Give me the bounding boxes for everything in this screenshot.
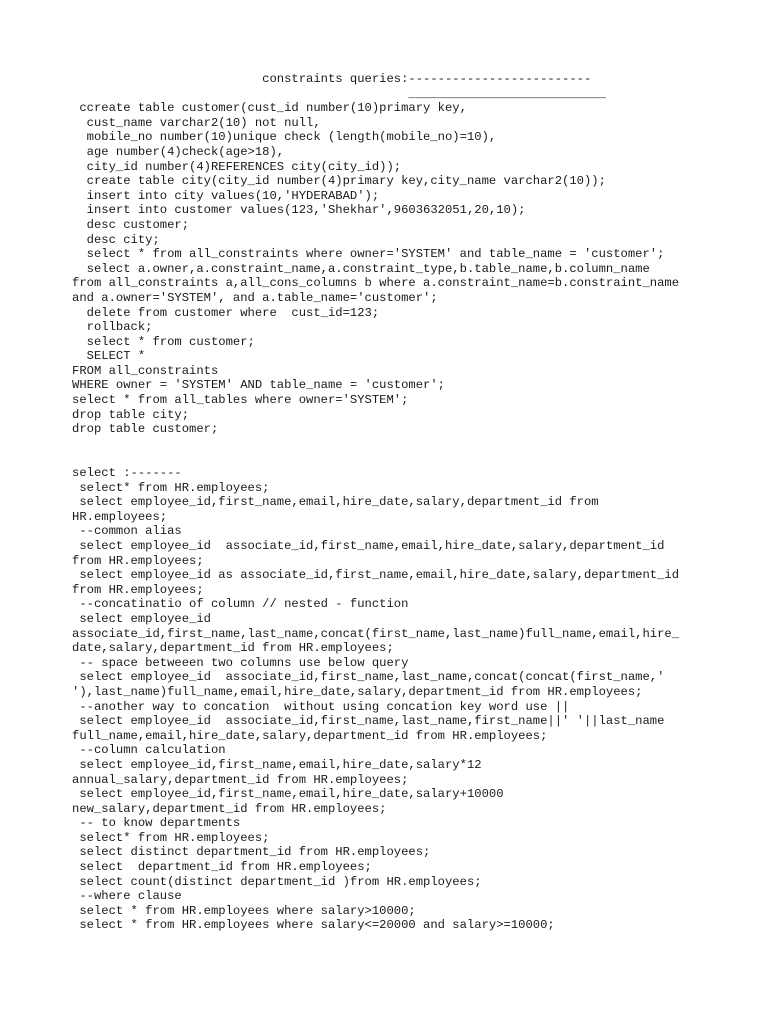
code-line: -- to know departments xyxy=(72,816,241,831)
code-line: select employee_id associate_id,first_name,email,hire_date,salary,department_id xyxy=(72,539,665,553)
code-line: --concatinatio of column // nested - function xyxy=(72,597,409,612)
code-line xyxy=(72,437,712,452)
code-line: select count(distinct department_id )from HR.employees; xyxy=(72,874,482,889)
code-line: from HR.employees; xyxy=(72,582,204,597)
code-line: from all_constraints a,all_cons_columns b where a.constraint_name=b.constraint_name xyxy=(72,276,680,291)
code-line: full_name,email,hire_date,salary,department_id from HR.employees; xyxy=(72,728,548,743)
code-line: desc customer; xyxy=(72,217,190,232)
code-line: ___________________________ xyxy=(72,86,606,101)
code-line: drop table customer; xyxy=(72,422,219,437)
code-line: desc city; xyxy=(72,232,160,247)
code-line: city_id number(4)REFERENCES city(city_id)); xyxy=(72,159,402,174)
code-line: select * from all_constraints where owner='SYSTEM' and table_name = 'customer'; xyxy=(72,247,665,262)
code-line: select employee_id,first_name,email,hire_date,salary,department_id from xyxy=(72,495,599,510)
code-line: select employee_id xyxy=(72,611,211,626)
code-line: and a.owner='SYSTEM', and a.table_name='customer'; xyxy=(72,290,438,305)
code-line: new_salary,department_id from HR.employees; xyxy=(72,801,387,816)
code-line: select * from customer; xyxy=(72,334,255,349)
code-line: --where clause xyxy=(72,889,182,904)
code-line: annual_salary,department_id from HR.employees; xyxy=(72,772,409,787)
code-line: --column calculation xyxy=(72,743,226,758)
code-line: HR.employees; xyxy=(72,509,168,524)
code-line: constraints queries:------------------------- xyxy=(72,72,592,86)
code-line: select* from HR.employees; xyxy=(72,830,270,845)
code-line: SELECT * xyxy=(72,349,146,364)
code-line: drop table city; xyxy=(72,407,190,422)
code-line: from HR.employees; xyxy=(72,553,204,568)
code-line: cust_name varchar2(10) not null, xyxy=(72,115,321,130)
code-line: select* from HR.employees; xyxy=(72,480,270,495)
code-line: select employee_id,first_name,email,hire_date,salary*12 xyxy=(72,757,482,772)
code-line xyxy=(72,451,712,466)
code-line: create table city(city_id number(4)primary key,city_name varchar2(10)); xyxy=(72,174,606,189)
code-line: rollback; xyxy=(72,320,153,335)
code-line: select * from HR.employees where salary>10000; xyxy=(72,903,416,918)
code-line: select distinct department_id from HR.employees; xyxy=(72,845,431,860)
code-line: date,salary,department_id from HR.employees; xyxy=(72,641,394,656)
code-line: -- space betweeen two columns use below query xyxy=(72,655,409,670)
code-line: insert into city values(10,'HYDERABAD'); xyxy=(72,188,380,203)
document-page xyxy=(72,72,712,933)
code-line: associate_id,first_name,last_name,concat(first_name,last_name)full_name,email,hire_ xyxy=(72,626,680,641)
code-line: select employee_id associate_id,first_name,last_name,concat(concat(first_name,' xyxy=(72,670,665,685)
code-line: select employee_id as associate_id,first_name,email,hire_date,salary,department_id xyxy=(72,568,680,583)
code-line: select a.owner,a.constraint_name,a.constraint_type,b.table_name,b.column_name xyxy=(72,261,650,276)
code-line: ccreate table customer(cust_id number(10)primary key, xyxy=(72,101,467,116)
code-line: age number(4)check(age>18), xyxy=(72,144,285,159)
code-line: insert into customer values(123,'Shekhar',9603632051,20,10); xyxy=(72,203,526,218)
code-line: delete from customer where cust_id=123; xyxy=(72,305,380,320)
code-line: select * from all_tables where owner='SYSTEM'; xyxy=(72,393,409,408)
code-line: FROM all_constraints xyxy=(72,363,219,378)
code-line: select employee_id associate_id,first_name,last_name,first_name||' '||last_name xyxy=(72,714,665,729)
code-line: '),last_name)full_name,email,hire_date,salary,department_id from HR.employees; xyxy=(72,684,643,699)
code-line: mobile_no number(10)unique check (length(mobile_no)=10), xyxy=(72,130,497,145)
code-line: --another way to concation without using concation key word use || xyxy=(72,699,570,714)
code-line: --common alias xyxy=(72,524,182,539)
code-line: WHERE owner = 'SYSTEM' AND table_name = 'customer'; xyxy=(72,378,445,393)
code-line: select * from HR.employees where salary<=20000 and salary>=10000; xyxy=(72,918,555,933)
code-line: select department_id from HR.employees; xyxy=(72,860,372,875)
code-line: select employee_id,first_name,email,hire_date,salary+10000 xyxy=(72,787,504,802)
code-line: select :------- xyxy=(72,466,182,481)
